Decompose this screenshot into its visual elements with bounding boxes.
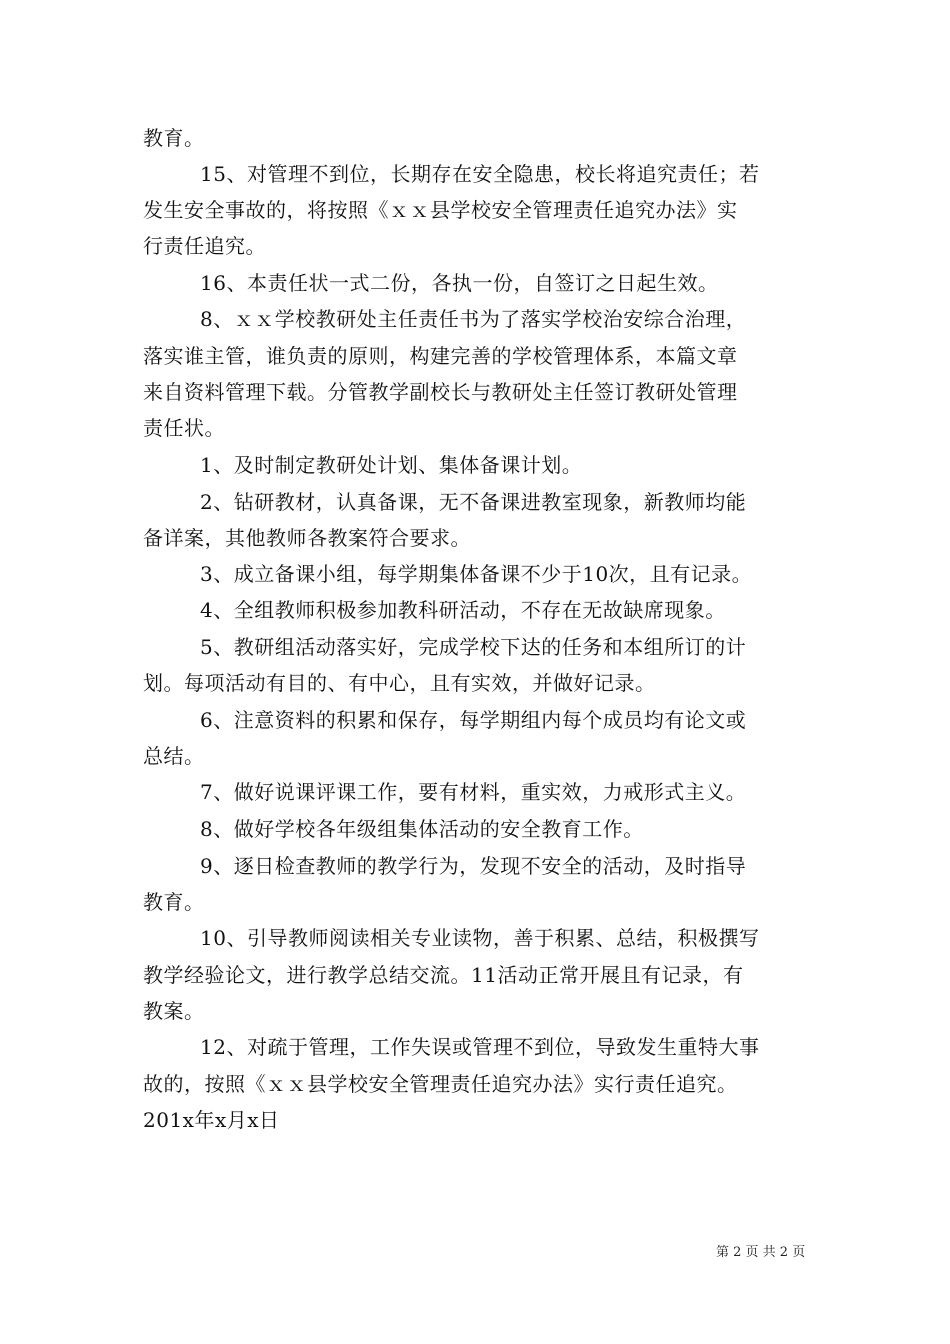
text-line: 4、全组教师积极参加教科研活动，不存在无故缺席现象。 <box>200 598 726 622</box>
text-line: 划。每项活动有目的、有中心，且有实效，并做好记录。 <box>143 671 656 695</box>
text-line: 3、成立备课小组，每学期集体备课不少于10次，且有记录。 <box>200 562 753 586</box>
text-line: 2、钻研教材，认真备课，无不备课进教室现象，新教师均能 <box>200 490 747 514</box>
text-line: 来自资料管理下载。分管教学副校长与教研处主任签订教研处管理 <box>143 380 738 404</box>
text-line: 教育。 <box>143 890 205 914</box>
text-line: 教学经验论文，进行教学总结交流。11活动正常开展且有记录，有 <box>143 963 744 987</box>
text-line: 故的，按照《ｘｘ县学校安全管理责任追究办法》实行责任追究。 <box>143 1072 738 1096</box>
text-line: 备详案，其他教师各教案符合要求。 <box>143 526 471 550</box>
text-line: 12、对疏于管理，工作失误或管理不到位，导致发生重特大事 <box>200 1035 760 1059</box>
text-line: 1、及时制定教研处计划、集体备课计划。 <box>200 453 583 477</box>
text-line: 10、引导教师阅读相关专业读物，善于积累、总结，积极撰写 <box>200 926 760 950</box>
text-line: 7、做好说课评课工作，要有材料，重实效，力戒形式主义。 <box>200 780 747 804</box>
text-line: 6、注意资料的积累和保存，每学期组内每个成员均有论文或 <box>200 708 747 732</box>
text-line: 15、对管理不到位，长期存在安全隐患，校长将追究责任；若 <box>200 162 760 186</box>
text-line: 5、教研组活动落实好，完成学校下达的任务和本组所订的计 <box>200 635 747 659</box>
text-line: 8、ｘｘ学校教研处主任责任书为了落实学校治安综合治理， <box>200 307 747 331</box>
page-number-footer: 第 2 页 共 2 页 <box>716 1245 806 1260</box>
text-line: 总结。 <box>143 744 205 768</box>
text-line: 16、本责任状一式二份，各执一份，自签订之日起生效。 <box>200 271 719 295</box>
text-line: 教案。 <box>143 999 205 1023</box>
text-line: 责任状。 <box>143 416 225 440</box>
date-line: 201x年x月x日 <box>143 1108 280 1132</box>
text-line: 教育。 <box>143 126 205 150</box>
text-line: 行责任追究。 <box>143 234 266 258</box>
text-line: 8、做好学校各年级组集体活动的安全教育工作。 <box>200 817 644 841</box>
text-line: 发生安全事故的，将按照《ｘｘ县学校安全管理责任追究办法》实 <box>143 198 738 222</box>
text-line: 9、逐日检查教师的教学行为，发现不安全的活动，及时指导 <box>200 854 747 878</box>
text-line: 落实谁主管，谁负责的原则，构建完善的学校管理体系，本篇文章 <box>143 344 738 368</box>
